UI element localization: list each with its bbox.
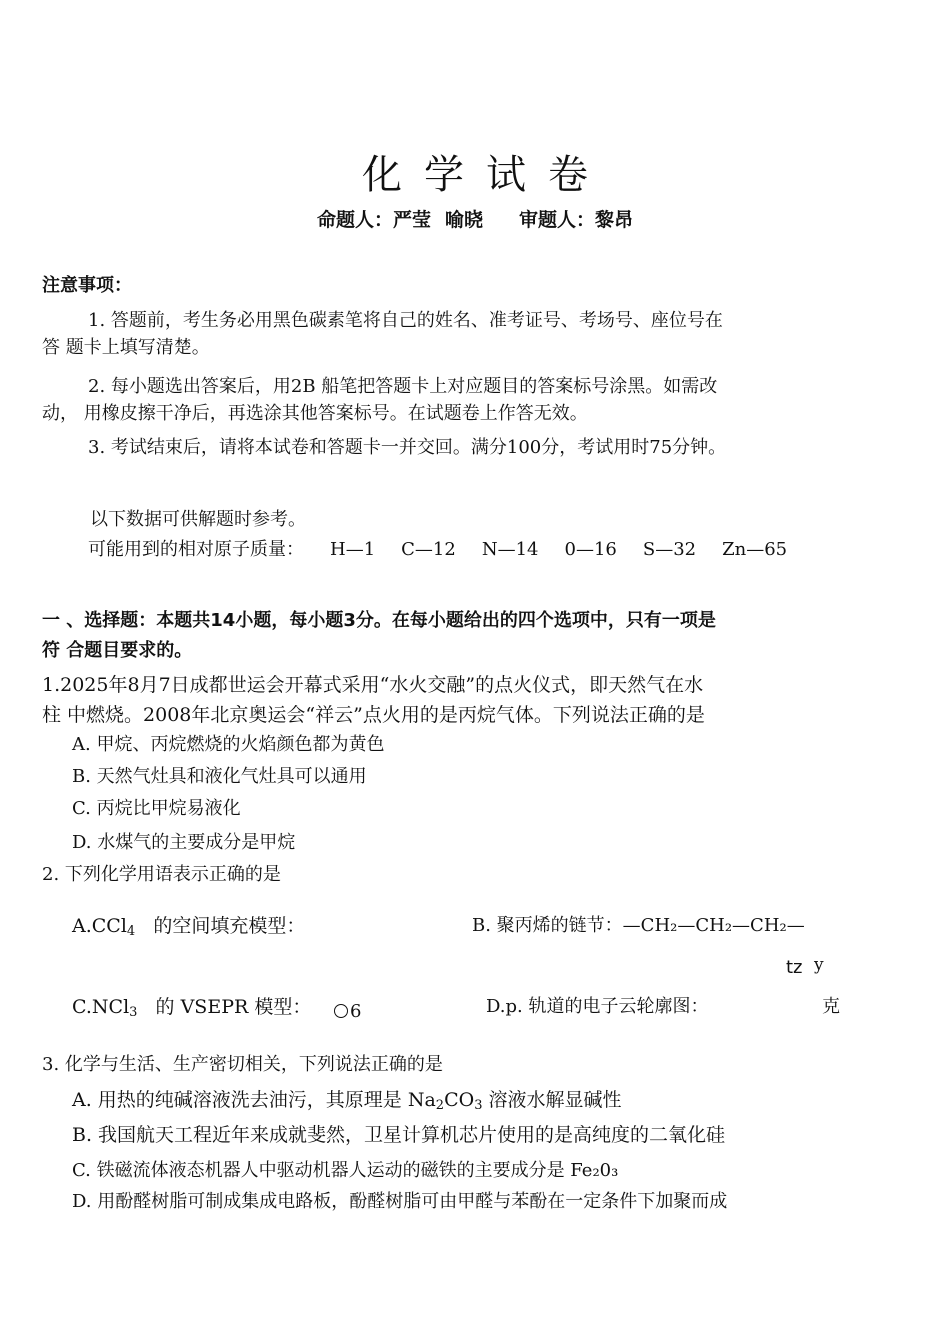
- q2-figure-label-ke: 克: [822, 996, 840, 1017]
- setter-label: 命题人：: [316, 209, 393, 231]
- note-2-line-2: 动， 用橡皮擦干净后，再选涂其他答案标号。在试题卷上作答无效。: [42, 403, 588, 424]
- q3-option-b: B. 我国航天工程近年来成就斐然，卫星计算机芯片使用的是高纯度的二氧化硅: [72, 1124, 726, 1146]
- q3-option-a-suffix: 溶液水解显碱性: [482, 1089, 622, 1111]
- mass-o: 0—16: [564, 539, 617, 560]
- q1-stem-line-1: 1.2025年8月7日成都世运会开幕式采用“水火交融”的点火仪式，即天然气在水: [42, 674, 704, 696]
- notes-heading: 注意事项：: [42, 275, 132, 296]
- setter-names: 严莹: [392, 209, 431, 231]
- page-title: 化学试卷: [362, 152, 610, 198]
- q2-vsepr-figure: [334, 1001, 361, 1022]
- q2-option-a-sub: 4: [126, 924, 136, 939]
- atomic-mass-label: 可能用到的相对原子质量：: [88, 539, 304, 560]
- q2-option-c-sub: 3: [129, 1005, 138, 1020]
- q2-figure-label-tz: tz: [786, 957, 803, 978]
- mass-s: S—32: [642, 539, 697, 560]
- note-2-line-1: 2. 每小题选出答案后，用2B 船笔把答题卡上对应题目的答案标号涂黑。如需改: [88, 376, 718, 397]
- q2-option-a: [72, 911, 305, 939]
- circle-icon: [334, 1004, 348, 1018]
- q2-option-d: D.p. 轨道的电子云轮廓图：: [486, 996, 709, 1017]
- q2-figure-label-y: y: [814, 955, 824, 975]
- authors-line: [0, 205, 950, 232]
- q2-stem: 2. 下列化学用语表示正确的是: [42, 864, 281, 885]
- atomic-mass-line: [88, 535, 813, 561]
- q1-stem-line-2: 柱 中燃烧。2008年北京奥运会“祥云”点火用的是丙烷气体。下列说法正确的是: [42, 704, 705, 726]
- q1-option-a: A. 甲烷、丙烷燃烧的火焰颜色都为黄色: [72, 734, 385, 755]
- section-1-heading-line-2: 符 合题目要求的。: [42, 640, 193, 661]
- reviewer-label: 审题人：: [519, 209, 596, 231]
- note-3-line-1: 3. 考试结束后，请将本试卷和答题卡一并交回。满分100分，考试用时75分钟。: [88, 437, 727, 458]
- mass-n: N—14: [481, 539, 539, 560]
- note-1-line-1: 1. 答题前，考生务必用黑色碳素笔将自己的姓名、准考证号、考场号、座位号在: [88, 310, 723, 331]
- q2-option-a-text: 的空间填充模型：: [153, 915, 306, 937]
- q3-option-a-sub-2: 3: [474, 1098, 483, 1113]
- q2-option-a-prefix: A.CCl: [72, 915, 127, 937]
- q1-option-b: B. 天然气灶具和液化气灶具可以通用: [72, 766, 367, 787]
- reference-intro: 以下数据可供解题时参考。: [90, 509, 306, 530]
- q2-option-b: B. 聚丙烯的链节：—CH₂—CH₂—CH₂—: [472, 915, 805, 936]
- q2-vsepr-figure-label: 6: [350, 1001, 362, 1022]
- reviewer-name: 黎昂: [595, 209, 634, 231]
- q1-option-d: D. 水煤气的主要成分是甲烷: [72, 832, 296, 853]
- q2-option-c: [72, 992, 311, 1020]
- section-1-heading-line-1: 一 、选择题：本题共14小题，每小题3分。在每小题给出的四个选项中，只有一项是: [42, 610, 716, 631]
- q2-option-c-text: 的 VSEPR 模型：: [155, 996, 312, 1018]
- q3-option-c: C. 铁磁流体液态机器人中驱动机器人运动的磁铁的主要成分是 Fe₂0₃: [72, 1160, 619, 1181]
- q2-option-c-prefix: C.NCl: [72, 996, 130, 1018]
- q3-option-a-prefix: A. 用热的纯碱溶液洗去油污，其原理是 Na: [72, 1089, 436, 1111]
- q3-option-d: D. 用酚醛树脂可制成集成电路板，酚醛树脂可由甲醛与苯酚在一定条件下加聚而成: [72, 1191, 728, 1212]
- q3-stem: 3. 化学与生活、生产密切相关，下列说法正确的是: [42, 1054, 443, 1075]
- q3-option-a-mid: CO: [444, 1089, 475, 1111]
- mass-zn: Zn—65: [722, 539, 788, 560]
- q1-option-c: C. 丙烷比甲烷易液化: [72, 798, 241, 819]
- mass-h: H—1: [330, 539, 376, 560]
- q3-option-a: [72, 1085, 622, 1113]
- q3-option-a-sub-1: 2: [435, 1098, 445, 1113]
- setter-name-2: 喻晓: [444, 209, 483, 231]
- note-1-line-2: 答 题卡上填写清楚。: [42, 337, 210, 358]
- mass-c: C—12: [401, 539, 456, 560]
